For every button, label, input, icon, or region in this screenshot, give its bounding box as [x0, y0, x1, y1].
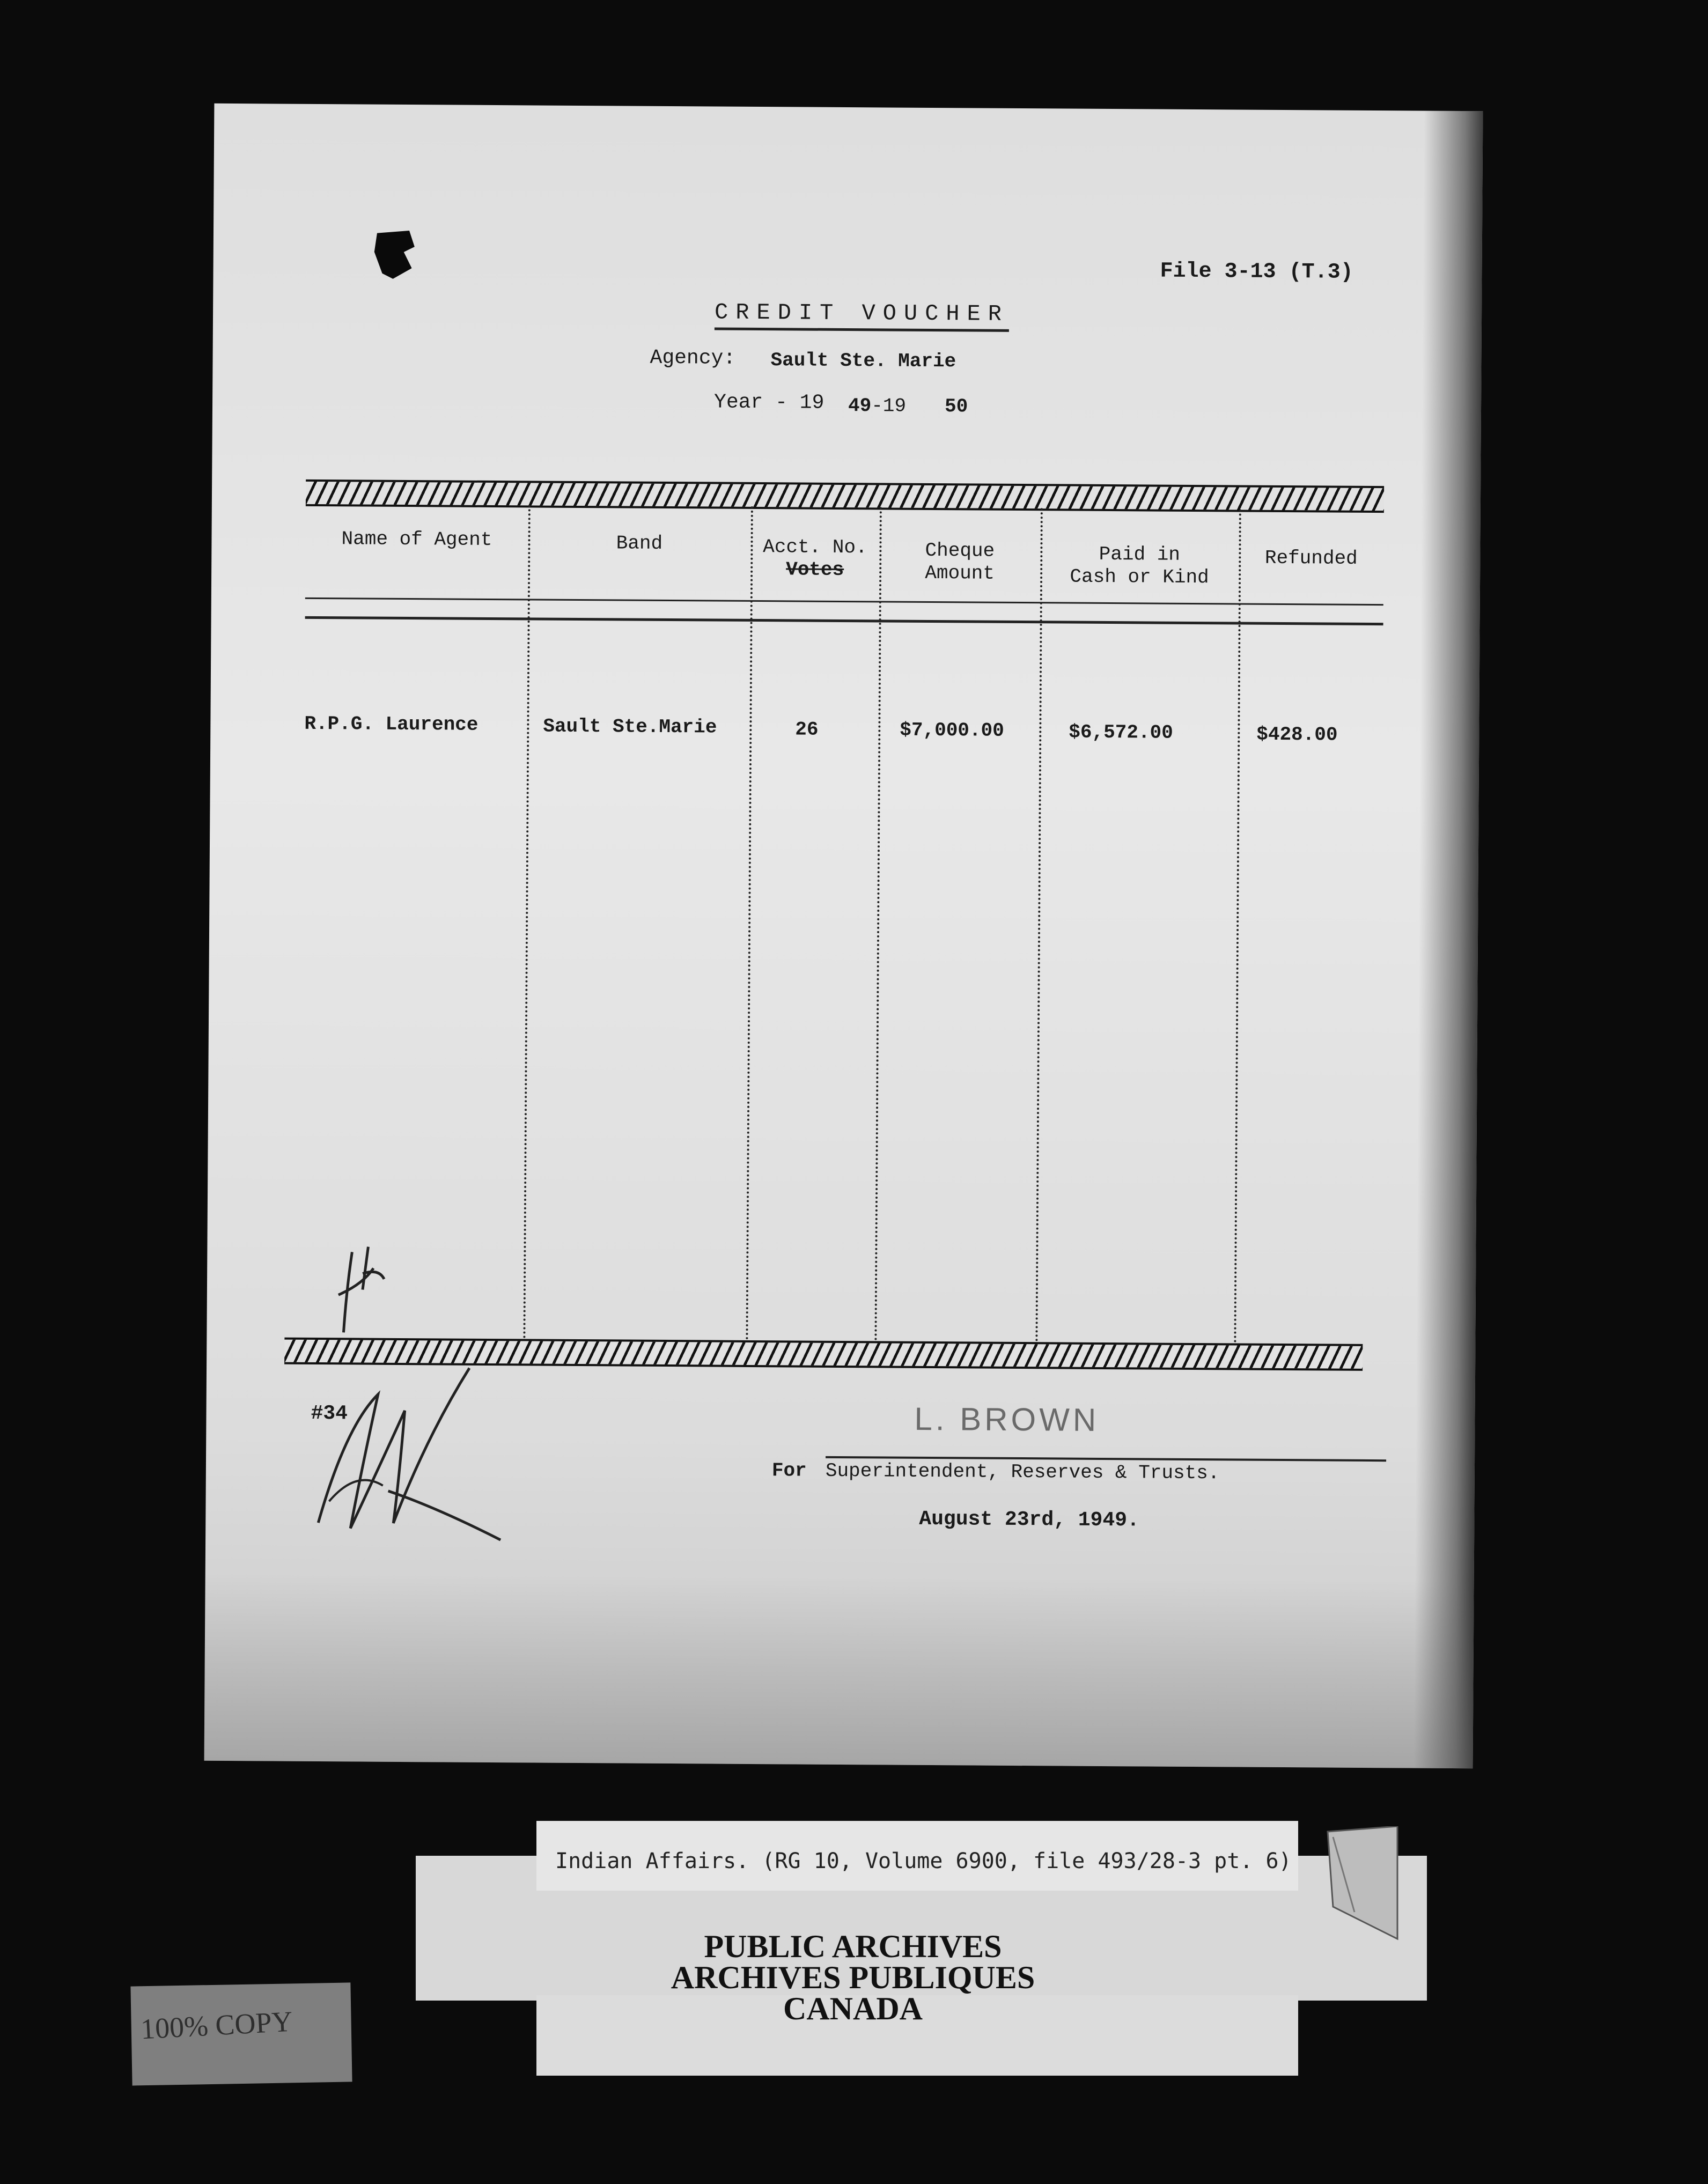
table-top-hatched-border — [306, 479, 1384, 513]
column-divider-4 — [1035, 508, 1042, 1342]
header-agent-text: Name of Agent — [341, 528, 492, 551]
archives-stamp-line3: CANADA — [783, 1991, 923, 2026]
year-to: 50 — [944, 395, 968, 418]
handwritten-signature — [297, 1362, 528, 1546]
header-acct-text: Acct. No. — [763, 536, 867, 559]
reference-number: #34 — [311, 1401, 348, 1426]
ink-blot-mark — [371, 231, 417, 279]
page-edge-shadow — [1414, 111, 1483, 1769]
header-band — [528, 532, 750, 556]
header-cheque-line2: Amount — [925, 562, 995, 585]
header-acct-struck-text: Votes — [786, 558, 844, 581]
header-refunded — [1239, 547, 1383, 570]
document-title: CREDIT VOUCHER — [715, 300, 1009, 332]
agency-label: Agency: — [650, 346, 736, 370]
archives-stamp-line2: ARCHIVES PUBLIQUES — [671, 1960, 1035, 1995]
page-bottom-shadow — [204, 1573, 1474, 1768]
agency-value: Sault Ste. Marie — [770, 349, 956, 373]
header-refunded-text: Refunded — [1264, 547, 1358, 570]
voucher-date: August 23rd, 1949. — [919, 1507, 1139, 1532]
archives-stamp-line1: PUBLIC ARCHIVES — [704, 1929, 1002, 1964]
for-label: For — [771, 1459, 807, 1482]
column-divider-1 — [523, 505, 530, 1339]
archive-citation: Indian Affairs. (RG 10, Volume 6900, file 493/28-3 pt. 6) — [555, 1849, 1292, 1873]
paper-fold — [1322, 1826, 1403, 1944]
row-paid: $6,572.00 — [1069, 721, 1173, 744]
column-divider-5 — [1234, 509, 1241, 1343]
header-cheque-line1: Cheque — [925, 539, 995, 562]
row-agent: R.P.G. Laurence — [304, 712, 478, 736]
side-card-text: 100% COPY — [139, 2005, 293, 2046]
year-separator: -19 — [871, 395, 907, 417]
header-paid-line1: Paid in — [1099, 543, 1181, 566]
year-from-value: 49 — [848, 395, 872, 417]
column-divider-2 — [746, 506, 753, 1340]
row-acct: 26 — [795, 718, 819, 741]
name-stamp: L. BROWN — [914, 1400, 1100, 1438]
handwritten-initials — [330, 1236, 395, 1338]
header-agent — [305, 528, 528, 552]
header-rule-2 — [305, 616, 1383, 625]
header-acct — [750, 536, 880, 581]
voucher-page — [204, 104, 1483, 1768]
row-cheque: $7,000.00 — [900, 719, 1004, 742]
year-label: Year - 19 — [713, 390, 824, 415]
year-from — [848, 395, 906, 417]
row-band: Sault Ste.Marie — [543, 715, 717, 739]
signatory-role: Superintendent, Reserves & Trusts. — [825, 1459, 1220, 1485]
header-paid — [1040, 543, 1239, 589]
row-refunded: $428.00 — [1256, 723, 1338, 746]
column-divider-3 — [874, 507, 881, 1341]
file-reference: File 3-13 (T.3) — [1160, 259, 1353, 285]
header-cheque — [879, 539, 1041, 585]
header-paid-line2: Cash or Kind — [1070, 565, 1209, 589]
header-rule-1 — [305, 597, 1383, 606]
header-band-text: Band — [616, 532, 663, 555]
archives-stamp — [579, 1931, 1127, 2024]
